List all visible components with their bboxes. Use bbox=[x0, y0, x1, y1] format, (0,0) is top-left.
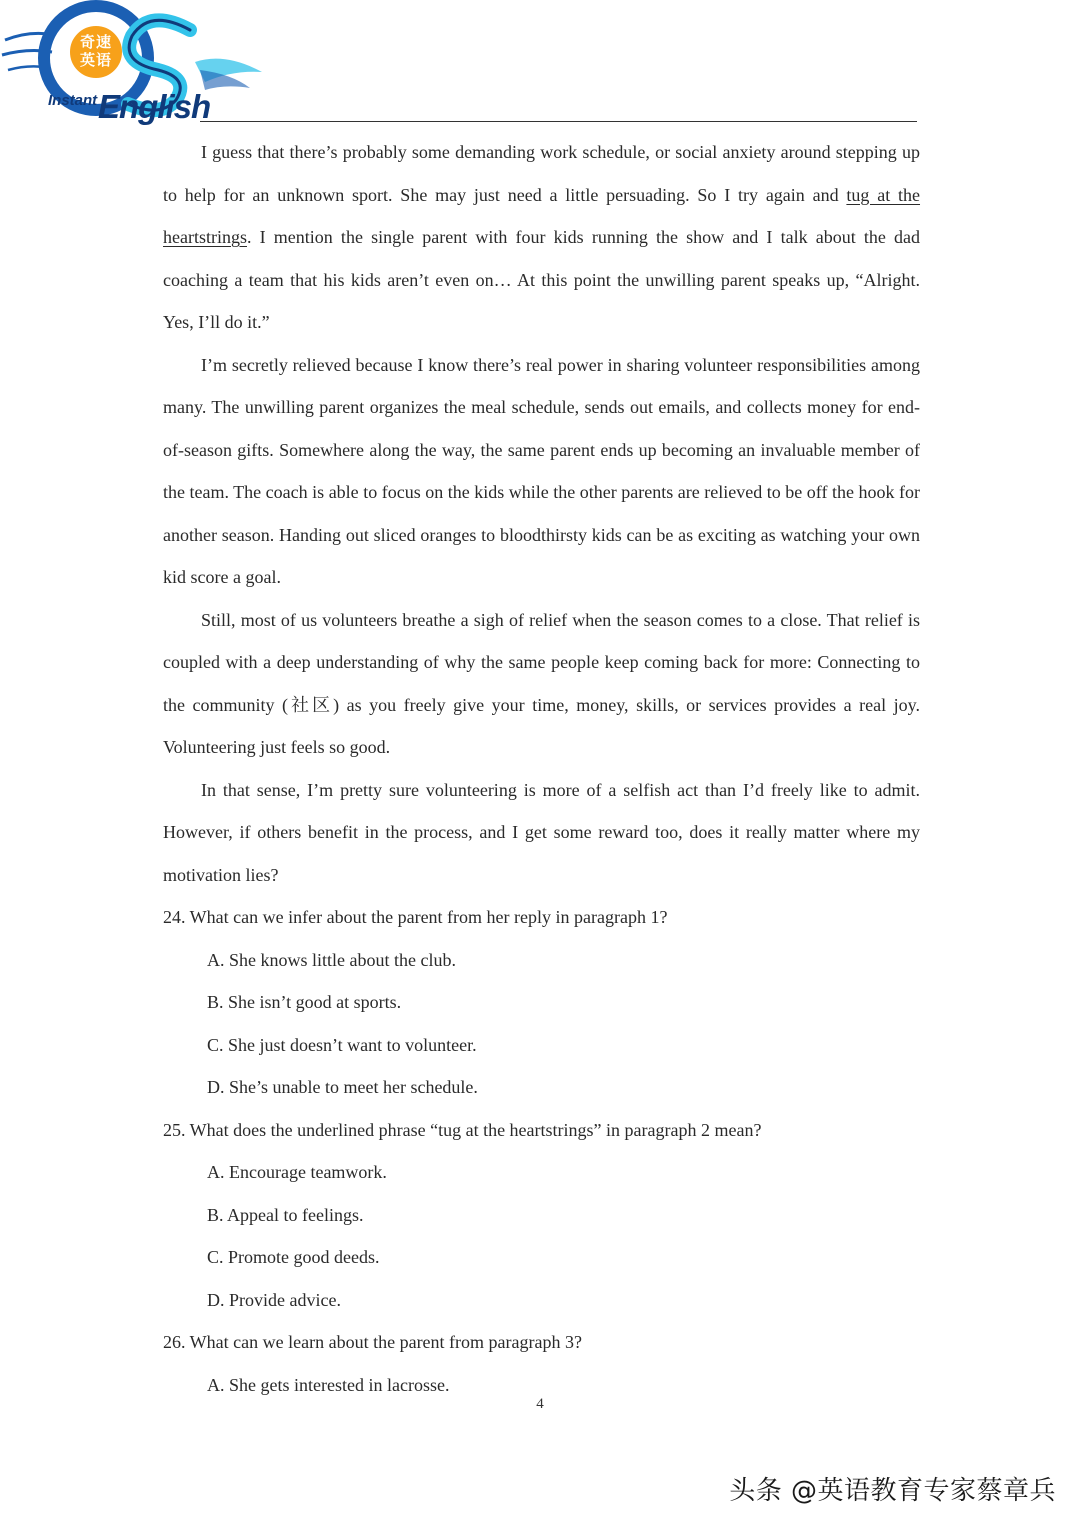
page-number: 4 bbox=[536, 1396, 544, 1412]
header-rule bbox=[200, 121, 917, 122]
option-a: A. She gets interested in lacrosse. bbox=[207, 1374, 450, 1395]
logo-brand-small: Instant bbox=[48, 92, 98, 109]
page-content bbox=[163, 131, 920, 1406]
instant-english-logo bbox=[0, 0, 270, 130]
option-b: B. She isn’t good at sports. bbox=[207, 992, 402, 1012]
watermark-text: 头条 @英语教育专家蔡章兵 bbox=[729, 1476, 1056, 1506]
question-stem: 26. What can we learn about the parent from paragraph 3? bbox=[163, 1332, 582, 1352]
question-26 bbox=[163, 1321, 920, 1406]
option-a: A. Encourage teamwork. bbox=[207, 1162, 387, 1182]
option-a: A. She knows little about the club. bbox=[207, 949, 456, 970]
paragraph-1: I guess that there’s probably some demanding work schedule, or social anxiety around stepping up to help for an unknown sport. She may just need a little persuading. So I try again and tug at the heartstrings. I mention the single parent with four kids running the show and I talk about the dad coaching a team that his kids aren’t even on… At this point the unwilling parent speaks up, “Alright. Yes, I’ll do it.” bbox=[163, 142, 921, 332]
question-stem: 25. What does the underlined phrase “tug at the heartstrings” in paragraph 2 mean? bbox=[163, 1119, 762, 1140]
logo-brand-large: English bbox=[98, 88, 211, 125]
question-25 bbox=[163, 1109, 920, 1322]
option-d: D. She’s unable to meet her schedule. bbox=[207, 1077, 478, 1097]
paragraph-3: Still, most of us volunteers breathe a sigh of relief when the season comes to a close. That relief is coupled with a deep understanding of why the same people keep coming back for more: Connecting to the community (社区) as you freely give your time, money, skills, or services provides a real joy. Volunteering just feels so good. bbox=[163, 609, 920, 757]
underlined-phrase: tug at the heartstrings bbox=[163, 184, 921, 247]
paragraph-2: I’m secretly relieved because I know there’s real power in sharing volunteer responsibilities among many. The unwilling parent organizes the meal schedule, sends out emails, and collects money for end-of-season gifts. Somewhere along the way, the same parent ends up becoming an invaluable member of the team. The coach is able to focus on the kids while the other parents are relieved to be off the hook for another season. Handing out sliced oranges to bloodthirsty kids can be as exciting as watching your own kid score a goal. bbox=[163, 354, 920, 587]
logo-badge-text: 奇速英语 bbox=[79, 33, 112, 69]
option-c: C. Promote good deeds. bbox=[207, 1247, 380, 1267]
paragraph-4: In that sense, I’m pretty sure volunteering is more of a selfish act than I’d freely like to admit. However, if others benefit in the process, and I get some reward too, does it really matter where my motivation lies? bbox=[163, 779, 920, 885]
question-24 bbox=[163, 896, 920, 1109]
question-stem: 24. What can we infer about the parent from her reply in paragraph 1? bbox=[163, 907, 668, 927]
option-b: B. Appeal to feelings. bbox=[207, 1204, 364, 1225]
option-c: C. She just doesn’t want to volunteer. bbox=[207, 1034, 477, 1055]
option-d: D. Provide advice. bbox=[207, 1289, 341, 1310]
